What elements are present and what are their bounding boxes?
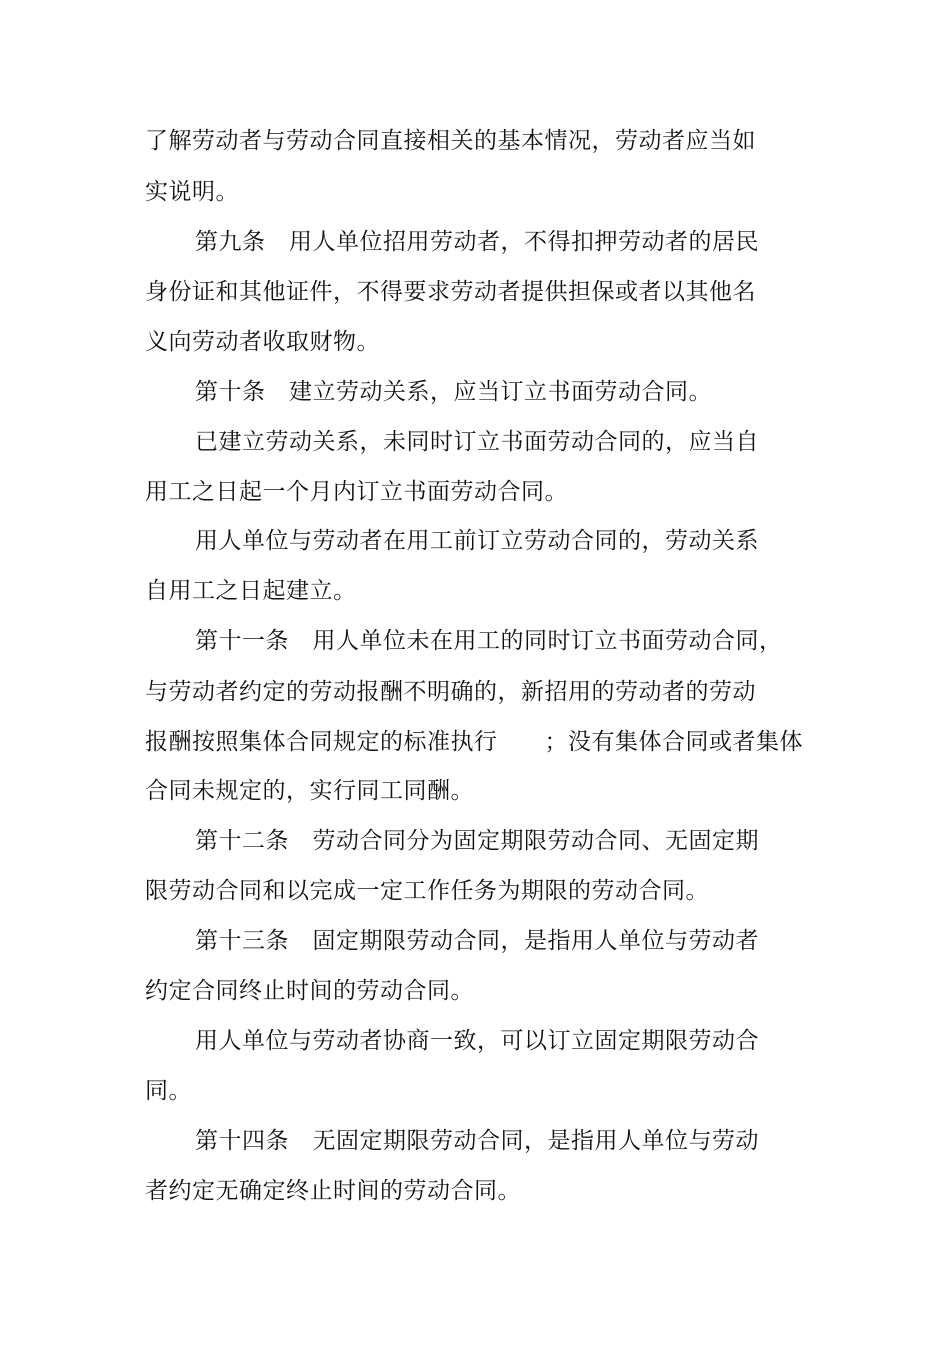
article-13-line: 第十三条 固定期限劳动合同，是指用人单位与劳动者 [195, 928, 759, 954]
article-9-line: 第九条 用人单位招用劳动者，不得扣押劳动者的居民 [195, 229, 759, 255]
text-line: 与劳动者约定的劳动报酬不明确的，新招用的劳动者的劳动 [145, 679, 756, 705]
text-line: 用工之日起一个月内订立书面劳动合同。 [145, 479, 568, 505]
text-line: 用人单位与劳动者协商一致，可以订立固定期限劳动合 [195, 1028, 759, 1054]
article-12-line: 第十二条 劳动合同分为固定期限劳动合同、无固定期 [195, 828, 759, 854]
text-line: 报酬按照集体合同规定的标准执行 ；没有集体合同或者集体 [145, 729, 803, 755]
text-line: 身份证和其他证件，不得要求劳动者提供担保或者以其他名 [145, 279, 756, 305]
text-line: 用人单位与劳动者在用工前订立劳动合同的，劳动关系 [195, 528, 759, 554]
text-line: 实说明。 [145, 179, 239, 205]
text-line: 者约定无确定终止时间的劳动合同。 [145, 1178, 521, 1204]
text-line: 合同未规定的，实行同工同酬。 [145, 778, 474, 804]
article-11-line: 第十一条 用人单位未在用工的同时订立书面劳动合同， [195, 628, 783, 654]
text-line: 限劳动合同和以完成一定工作任务为期限的劳动合同。 [145, 878, 709, 904]
article-14-line: 第十四条 无固定期限劳动合同，是指用人单位与劳动 [195, 1128, 759, 1154]
text-line: 自用工之日起建立。 [145, 578, 357, 604]
text-line: 义向劳动者收取财物。 [145, 329, 380, 355]
text-line: 已建立劳动关系，未同时订立书面劳动合同的，应当自 [195, 429, 759, 455]
text-line: 了解劳动者与劳动合同直接相关的基本情况，劳动者应当如 [145, 128, 756, 154]
text-line: 约定合同终止时间的劳动合同。 [145, 978, 474, 1004]
text-line: 同。 [145, 1078, 192, 1104]
article-10-line: 第十条 建立劳动关系，应当订立书面劳动合同。 [195, 379, 712, 405]
